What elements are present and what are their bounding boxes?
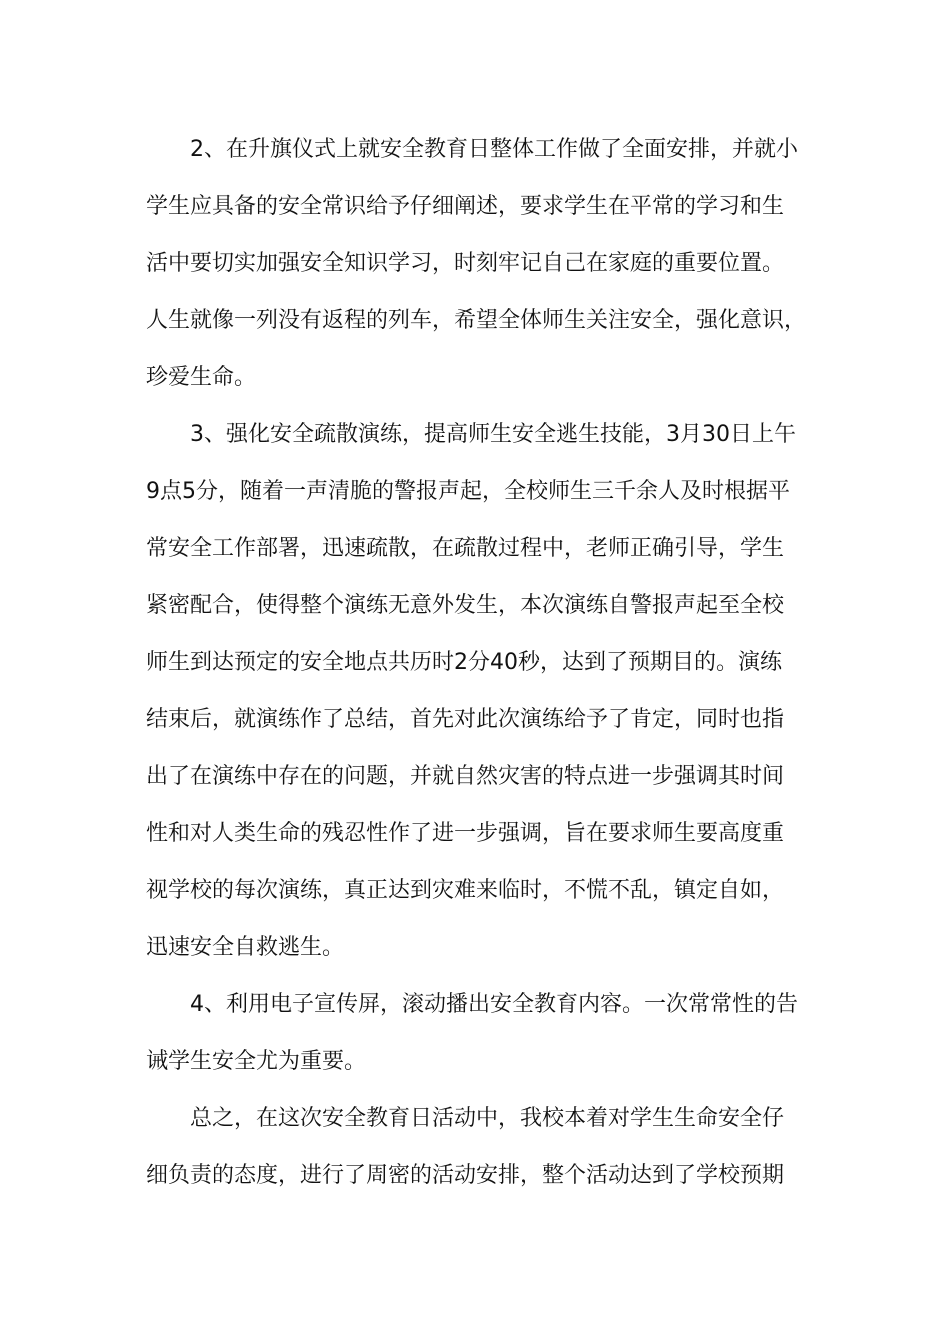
text-line: 人生就像一列没有返程的列车，希望全体师生关注安全，强化意识， [146, 308, 807, 333]
text-line: 2、在升旗仪式上就安全教育日整体工作做了全面安排，并就小 [190, 137, 798, 162]
text-line: 4、利用电子宣传屏，滚动播出安全教育内容。一次常常性的告 [190, 992, 798, 1017]
text-line: 9点5分，随着一声清脆的警报声起，全校师生三千余人及时根据平 [146, 479, 790, 504]
text-line: 总之，在这次安全教育日活动中，我校本着对学生生命安全仔 [190, 1106, 785, 1131]
text-line: 学生应具备的安全常识给予仔细阐述，要求学生在平常的学习和生 [146, 194, 785, 219]
text-line: 结束后，就演练作了总结，首先对此次演练给予了肯定，同时也指 [146, 707, 785, 732]
text-line: 出了在演练中存在的问题，并就自然灾害的特点进一步强调其时间 [146, 764, 785, 789]
text-line: 常安全工作部署，迅速疏散，在疏散过程中，老师正确引导，学生 [146, 536, 785, 561]
text-line: 诫学生安全尤为重要。 [146, 1049, 367, 1074]
text-line: 3、强化安全疏散演练，提高师生安全逃生技能，3月30日上午 [190, 422, 796, 447]
text-line: 活中要切实加强安全知识学习，时刻牢记自己在家庭的重要位置。 [146, 251, 785, 276]
text-line: 迅速安全自救逃生。 [146, 935, 345, 960]
text-line: 视学校的每次演练，真正达到灾难来临时，不慌不乱，镇定自如， [146, 878, 785, 903]
text-line: 师生到达预定的安全地点共历时2分40秒，达到了预期目的。演练 [146, 650, 782, 675]
text-line: 珍爱生命。 [146, 365, 257, 390]
text-line: 紧密配合，使得整个演练无意外发生，本次演练自警报声起至全校 [146, 593, 785, 618]
text-line: 细负责的态度，进行了周密的活动安排，整个活动达到了学校预期 [146, 1163, 785, 1188]
text-line: 性和对人类生命的残忍性作了进一步强调，旨在要求师生要高度重 [146, 821, 785, 846]
